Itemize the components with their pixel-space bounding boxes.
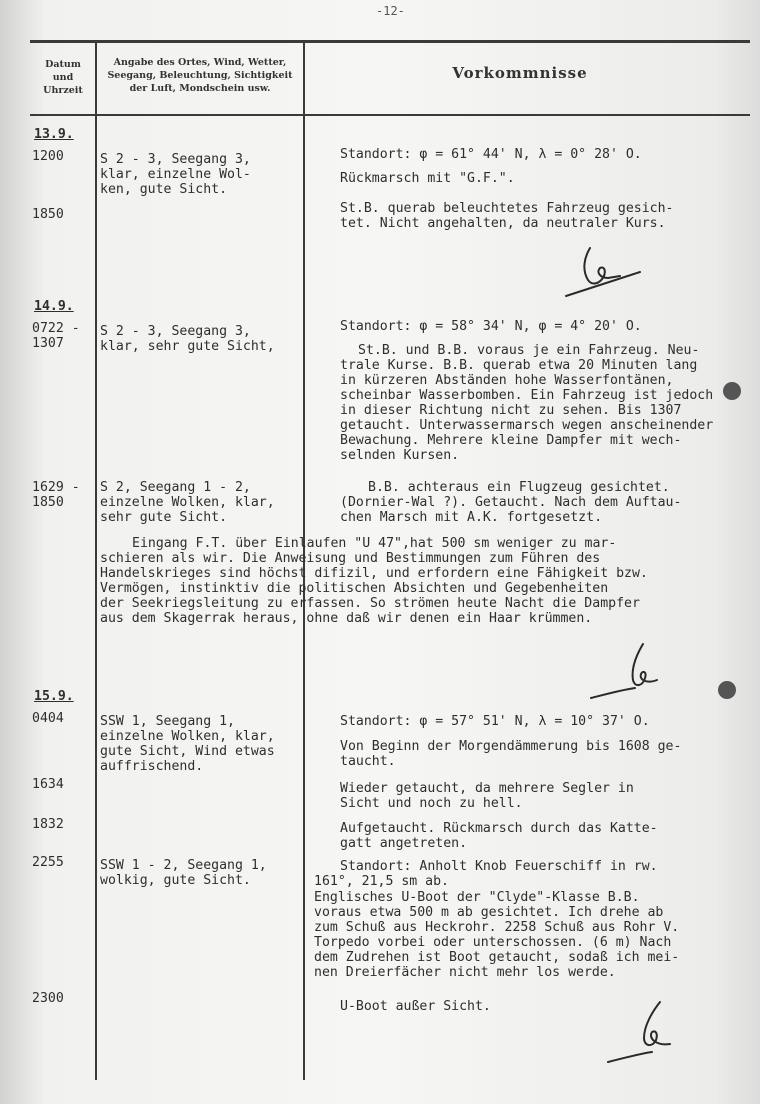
- event-line: B.B. achteraus ein Flugzeug gesichtet.: [368, 480, 670, 495]
- time-entry: 0722 -: [32, 321, 80, 336]
- weather-line: ken, gute Sicht.: [100, 182, 228, 197]
- weather-line: S 2 - 3, Seegang 3,: [100, 152, 251, 167]
- signature-initials: [560, 240, 650, 300]
- event-line: Wieder getaucht, da mehrere Segler in: [340, 781, 634, 796]
- event-line: Von Beginn der Morgendämmerung bis 1608 ge-: [340, 739, 682, 754]
- event-line: chen Marsch mit A.K. fortgesetzt.: [340, 510, 603, 525]
- weather-line: einzelne Wolken, klar,: [100, 495, 275, 510]
- weather-line: SSW 1, Seegang 1,: [100, 714, 235, 729]
- event-line: in dieser Richtung nicht zu sehen. Bis 1307: [340, 403, 682, 418]
- event-line: 161°, 21,5 sm ab.: [314, 874, 449, 889]
- event-line: Handelskrieges sind höchst difizil, und erfordern eine Fähigkeit bzw.: [100, 566, 648, 581]
- weather-line: wolkig, gute Sicht.: [100, 873, 251, 888]
- time-entry: 1832: [32, 817, 64, 832]
- punch-hole: [718, 681, 736, 699]
- punch-hole: [723, 382, 741, 400]
- event-line: nen Dreierfächer nicht mehr los werde.: [314, 965, 616, 980]
- weather-line: S 2 - 3, Seegang 3,: [100, 324, 251, 339]
- header-events-column: Vorkommnisse: [452, 64, 588, 82]
- event-line: selnden Kursen.: [340, 448, 460, 463]
- event-line: in kürzeren Abständen hohe Wasserfontänen,: [340, 373, 674, 388]
- time-entry: 1634: [32, 777, 64, 792]
- event-line: getaucht. Unterwassermarsch wegen anscheinender: [340, 418, 714, 433]
- event-line: der Seekriegsleitung zu erfassen. So strömen heute Nacht die Dampfer: [100, 596, 640, 611]
- event-line: (Dornier-Wal ?). Getaucht. Nach dem Auftau-: [340, 495, 682, 510]
- page-number: -12-: [376, 4, 405, 18]
- weather-line: sehr gute Sicht.: [100, 510, 228, 525]
- event-line: dem Zudrehen ist Boot getaucht, sodaß ich mei-: [314, 950, 680, 965]
- date-14-9: 14.9.: [34, 299, 74, 314]
- header-date-line: Uhrzeit: [43, 85, 83, 96]
- header-rule: [30, 114, 750, 116]
- date-15-9: 15.9.: [34, 689, 74, 704]
- event-line: taucht.: [340, 754, 396, 769]
- weather-line: S 2, Seegang 1 - 2,: [100, 480, 251, 495]
- event-line: St.B. und B.B. voraus je ein Fahrzeug. Neu-: [358, 343, 700, 358]
- position-15-9: Standort: φ = 57° 51' N, λ = 10° 37' O.: [340, 714, 650, 729]
- time-entry: 1307: [32, 336, 64, 351]
- time-entry: 2300: [32, 991, 64, 1006]
- time-entry: 2255: [32, 855, 64, 870]
- event-line: Torpedo vorbei oder unterschossen. (6 m) Nach: [314, 935, 672, 950]
- time-entry: 0404: [32, 711, 64, 726]
- time-entry: 1629 -: [32, 480, 80, 495]
- event-line: Englisches U-Boot der "Clyde"-Klasse B.B.: [314, 890, 640, 905]
- event-line: Vermögen, instinktiv die politischen Absichten und Gegebenheiten: [100, 581, 609, 596]
- event-line: voraus etwa 500 m ab gesichtet. Ich drehe ab: [314, 905, 664, 920]
- time-entry: 1850: [32, 207, 64, 222]
- event-line: Rückmarsch mit "G.F.".: [340, 171, 515, 186]
- event-line: aus dem Skagerrak heraus, ohne daß wir denen ein Haar krümmen.: [100, 611, 593, 626]
- event-line: Aufgetaucht. Rückmarsch durch das Katte-: [340, 821, 658, 836]
- weather-line: auffrischend.: [100, 759, 204, 774]
- position-13-9: Standort: φ = 61° 44' N, λ = 0° 28' O.: [340, 147, 642, 162]
- header-weather-line: der Luft, Mondschein usw.: [129, 83, 271, 94]
- header-weather-line: Seegang, Beleuchtung, Sichtigkeit: [107, 70, 293, 81]
- date-13-9: 13.9.: [34, 127, 74, 142]
- event-line: tet. Nicht angehalten, da neutraler Kurs.: [340, 216, 666, 231]
- header-weather-line: Angabe des Ortes, Wind, Wetter,: [113, 57, 287, 68]
- weather-line: SSW 1 - 2, Seegang 1,: [100, 858, 267, 873]
- event-line: gatt angetreten.: [340, 836, 468, 851]
- header-weather-column: [98, 56, 302, 95]
- event-line: zum Schuß aus Heckrohr. 2258 Schuß aus Rohr V.: [314, 920, 680, 935]
- event-line: U-Boot außer Sicht.: [340, 999, 491, 1014]
- header-date-line: und: [52, 72, 74, 83]
- weather-line: gute Sicht, Wind etwas: [100, 744, 275, 759]
- top-rule: [30, 40, 750, 43]
- event-line: scheinbar Wasserbomben. Ein Fahrzeug ist jedoch: [340, 388, 714, 403]
- header-date-column: [32, 58, 94, 97]
- signature-initials: [585, 640, 675, 702]
- time-entry: 1850: [32, 495, 64, 510]
- weather-line: klar, einzelne Wol-: [100, 167, 251, 182]
- header-date-line: Datum: [45, 59, 81, 70]
- event-line: Sicht und noch zu hell.: [340, 796, 523, 811]
- signature-initials: [600, 996, 690, 1066]
- weather-line: klar, sehr gute Sicht,: [100, 339, 275, 354]
- column-divider-1: [95, 40, 97, 1080]
- event-line: trale Kurse. B.B. querab etwa 20 Minuten lang: [340, 358, 698, 373]
- weather-line: einzelne Wolken, klar,: [100, 729, 275, 744]
- event-line: schieren als wir. Die Anweisung und Bestimmungen zum Führen des: [100, 551, 601, 566]
- event-line: St.B. querab beleuchtetes Fahrzeug gesich-: [340, 201, 674, 216]
- time-entry: 1200: [32, 149, 64, 164]
- event-line: Bewachung. Mehrere kleine Dampfer mit wech-: [340, 433, 682, 448]
- event-line: Eingang F.T. über Einlaufen "U 47",hat 500 sm weniger zu mar-: [132, 536, 617, 551]
- position-14-9: Standort: φ = 58° 34' N, φ = 4° 20' O.: [340, 319, 642, 334]
- event-line: Standort: Anholt Knob Feuerschiff in rw.: [340, 859, 658, 874]
